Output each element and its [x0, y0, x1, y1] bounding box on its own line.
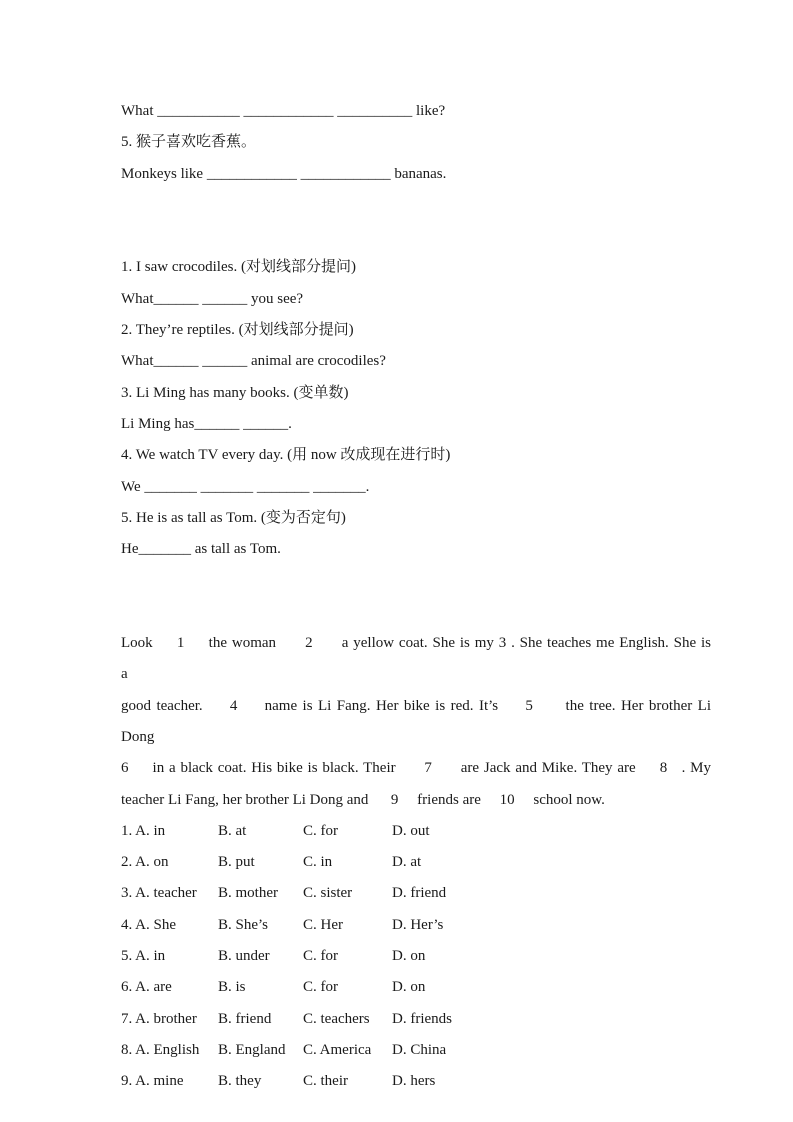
choice-option-b: B. at: [218, 822, 247, 839]
section-spacer: [121, 190, 711, 253]
choice-option-b: B. She’s: [218, 916, 269, 933]
exercise-answer-line: What______ ______ animal are crocodiles?: [121, 353, 386, 370]
choice-option-b: B. mother: [218, 885, 278, 902]
choice-option-d: D. on: [392, 979, 426, 996]
choice-row: [121, 972, 711, 1003]
section-multiple-choice: [121, 816, 711, 1098]
choice-option-b: B. friend: [218, 1010, 272, 1027]
choice-option-a: 5. A. in: [121, 948, 166, 965]
choice-option-c: C. America: [303, 1041, 372, 1058]
cloze-passage-line: Look 1 the woman 2 a yellow coat. She is my 3 . She teaches me English. She is a: [121, 635, 716, 683]
cloze-passage-line: teacher Li Fang, her brother Li Dong and 9 friends are 10 school now.: [121, 791, 605, 808]
choice-option-d: D. China: [392, 1041, 447, 1058]
choice-option-d: D. out: [392, 822, 430, 839]
choice-option-a: 1. A. in: [121, 822, 166, 839]
choice-option-a: 8. A. English: [121, 1041, 200, 1058]
section-sentence-completion: [121, 96, 711, 190]
choice-option-b: B. under: [218, 948, 270, 965]
choice-row: [121, 816, 711, 847]
choice-option-d: D. at: [392, 854, 422, 871]
choice-option-d: D. on: [392, 948, 426, 965]
exercise-prompt-line: 2. They’re reptiles. (对划线部分提问): [121, 322, 354, 339]
section-sentence-transformation: [121, 252, 711, 565]
cloze-passage-line: good teacher. 4 name is Li Fang. Her bike is red. It’s 5 the tree. Her brother Li Dong: [121, 697, 716, 745]
exercise-answer-line: He_______ as tall as Tom.: [121, 541, 281, 558]
choice-row: [121, 1066, 711, 1097]
completion-blank-line: Monkeys like ____________ ____________ bananas.: [121, 165, 447, 182]
completion-blank-line: What ___________ ____________ __________ like?: [121, 103, 446, 119]
cloze-passage-line: 6 in a black coat. His bike is black. Their 7 are Jack and Mike. They are 8 . My: [121, 760, 711, 777]
choice-option-b: B. put: [218, 854, 255, 871]
exercise-prompt-line: 5. He is as tall as Tom. (变为否定句): [121, 509, 346, 526]
choice-option-c: C. for: [303, 979, 338, 996]
choice-option-b: B. England: [218, 1041, 286, 1058]
exercise-answer-line: We _______ _______ _______ _______.: [121, 478, 370, 495]
choice-option-d: D. friends: [392, 1010, 452, 1027]
choice-option-c: C. sister: [303, 885, 353, 902]
exercise-prompt-line: 3. Li Ming has many books. (变单数): [121, 384, 349, 401]
choice-option-d: D. hers: [392, 1073, 436, 1090]
choice-row: [121, 910, 711, 941]
chinese-prompt-line: 5. 猴子喜欢吃香蕉。: [121, 134, 257, 151]
choice-row: [121, 1035, 711, 1066]
choice-option-c: C. in: [303, 854, 333, 871]
exercise-prompt-line: 1. I saw crocodiles. (对划线部分提问): [121, 259, 356, 276]
exercise-answer-line: Li Ming has______ ______.: [121, 415, 292, 432]
choice-option-a: 2. A. on: [121, 854, 169, 871]
exercise-answer-line: What______ ______ you see?: [121, 290, 304, 307]
choice-option-d: D. friend: [392, 885, 447, 902]
section-cloze-passage: [121, 628, 716, 816]
choice-option-d: D. Her’s: [392, 916, 444, 933]
section-spacer: [121, 565, 711, 628]
choice-option-a: 6. A. are: [121, 979, 172, 996]
choice-option-b: B. they: [218, 1073, 262, 1090]
choice-row: [121, 878, 711, 909]
choice-option-b: B. is: [218, 979, 246, 996]
exercise-prompt-line: 4. We watch TV every day. (用 now 改成现在进行时): [121, 447, 451, 464]
choice-option-a: 4. A. She: [121, 916, 177, 933]
choice-option-c: C. for: [303, 948, 338, 965]
choice-option-a: 3. A. teacher: [121, 885, 197, 902]
choice-row: [121, 941, 711, 972]
choice-option-c: C. Her: [303, 916, 343, 933]
choice-option-a: 9. A. mine: [121, 1073, 184, 1090]
choice-option-c: C. teachers: [303, 1010, 370, 1027]
choice-option-c: C. for: [303, 822, 338, 839]
choice-row: [121, 1004, 711, 1035]
choice-option-a: 7. A. brother: [121, 1010, 197, 1027]
choice-option-c: C. their: [303, 1073, 348, 1090]
choice-row: [121, 847, 711, 878]
